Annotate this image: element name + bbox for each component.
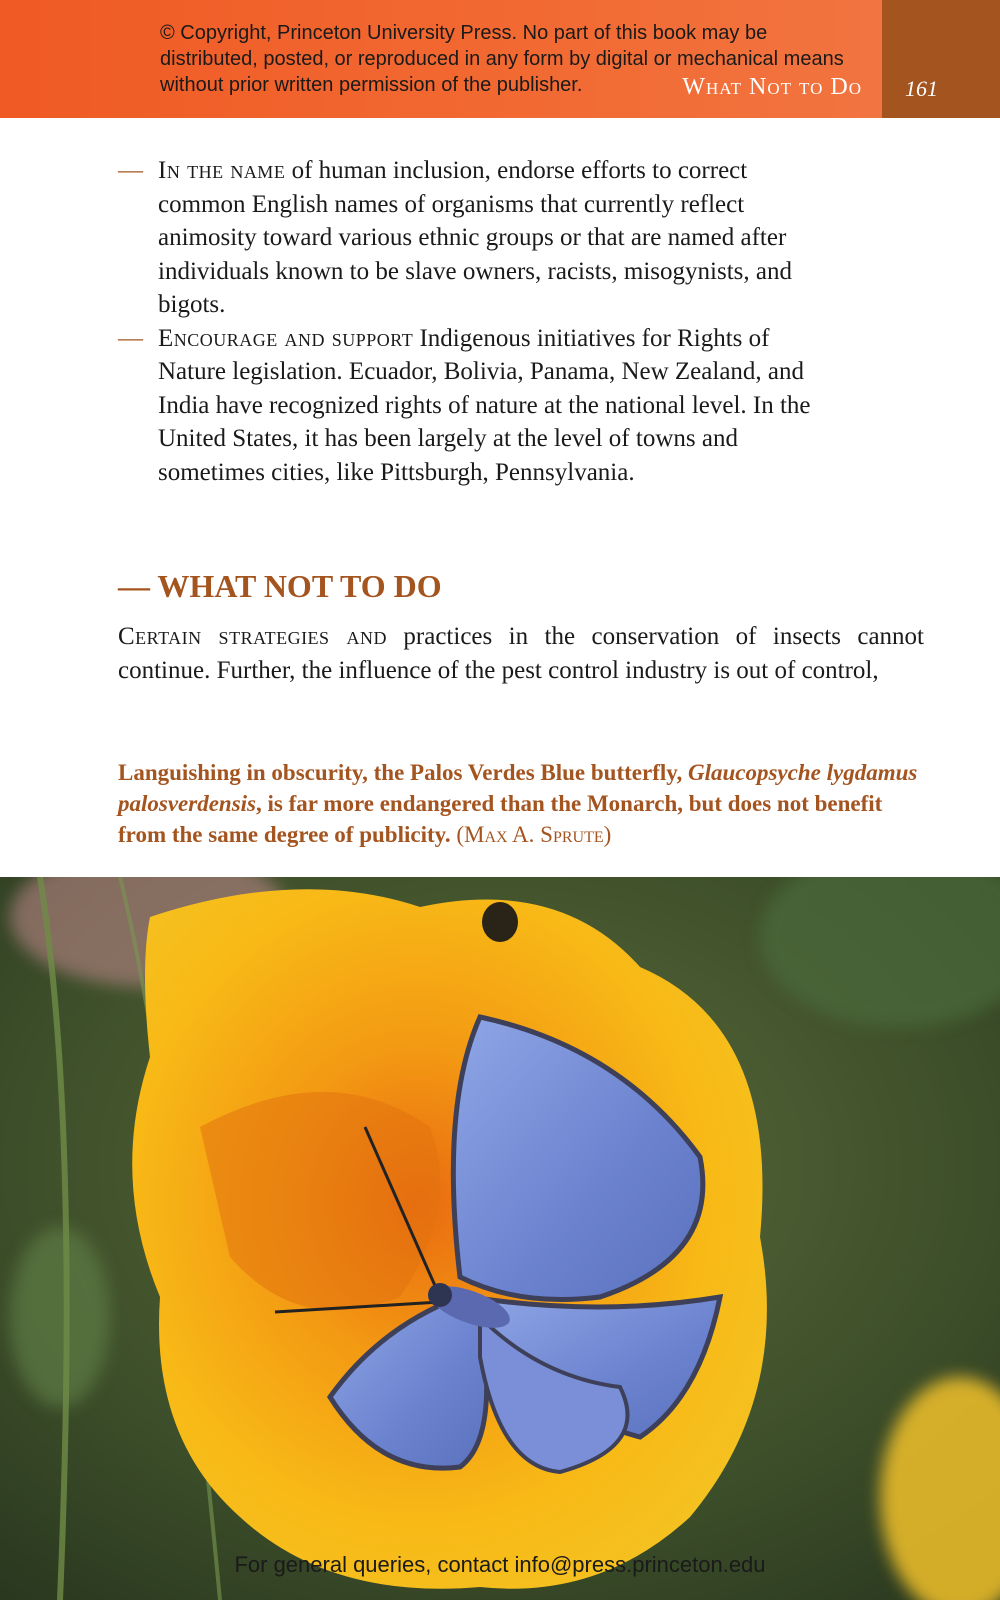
caption-species: Glaucopsyche lygdamus palosverdensis xyxy=(118,760,918,816)
paragraph-lead: Certain strategies and xyxy=(118,623,387,650)
bullet-text: Indigenous initiatives for Rights of Nature legislation. Ecuador, Bolivia, Panama, New Zealand, and India have recognized rights of nature at the national level. In the United States, it has been largely at the level of towns and sometimes cities, like Pittsburgh, Pennsylvania. xyxy=(158,324,811,486)
photo-caption xyxy=(118,757,918,850)
header-banner xyxy=(0,0,1000,118)
bullet-text: of human inclusion, endorse efforts to correct common English names of organisms that currently reflect animosity toward various ethnic groups or that are named after individuals known to be slave owners, racists, misogynists, and bigots. xyxy=(158,157,792,318)
caption-text-end: , is far more endangered than the Monarch, but does not benefit from the same degree of publicity. xyxy=(118,791,883,847)
page-number-tab xyxy=(882,0,1000,118)
bullet-dash: — xyxy=(118,157,143,184)
bullet-list xyxy=(118,154,838,489)
bullet-item xyxy=(118,154,838,322)
photo-credit: (Max A. Sprute) xyxy=(450,822,612,847)
body-paragraph xyxy=(118,620,924,688)
bullet-item xyxy=(118,322,838,490)
bullet-dash: — xyxy=(118,324,143,352)
bullet-lead: In the name xyxy=(158,157,286,184)
paragraph-text: practices in the conservation of insects cannot continue. Further, the influence of the pest control industry is out of control, xyxy=(118,623,924,684)
caption-text: Languishing in obscurity, the Palos Verdes Blue butterfly, xyxy=(118,760,688,785)
copyright-notice: © Copyright, Princeton University Press. No part of this book may be distributed, posted, or reproduced in any form by digital or mechanical means without prior written permission of the publisher. xyxy=(160,22,844,96)
section-heading: — WHAT NOT TO DO xyxy=(118,568,442,604)
butterfly-photo xyxy=(0,877,1000,1600)
running-head: What Not to Do xyxy=(682,74,862,100)
bullet-lead: Encourage and support xyxy=(158,324,414,352)
contact-footer: For general queries, contact info@press.princeton.edu xyxy=(234,1552,766,1577)
page-number: 161 xyxy=(905,76,938,101)
